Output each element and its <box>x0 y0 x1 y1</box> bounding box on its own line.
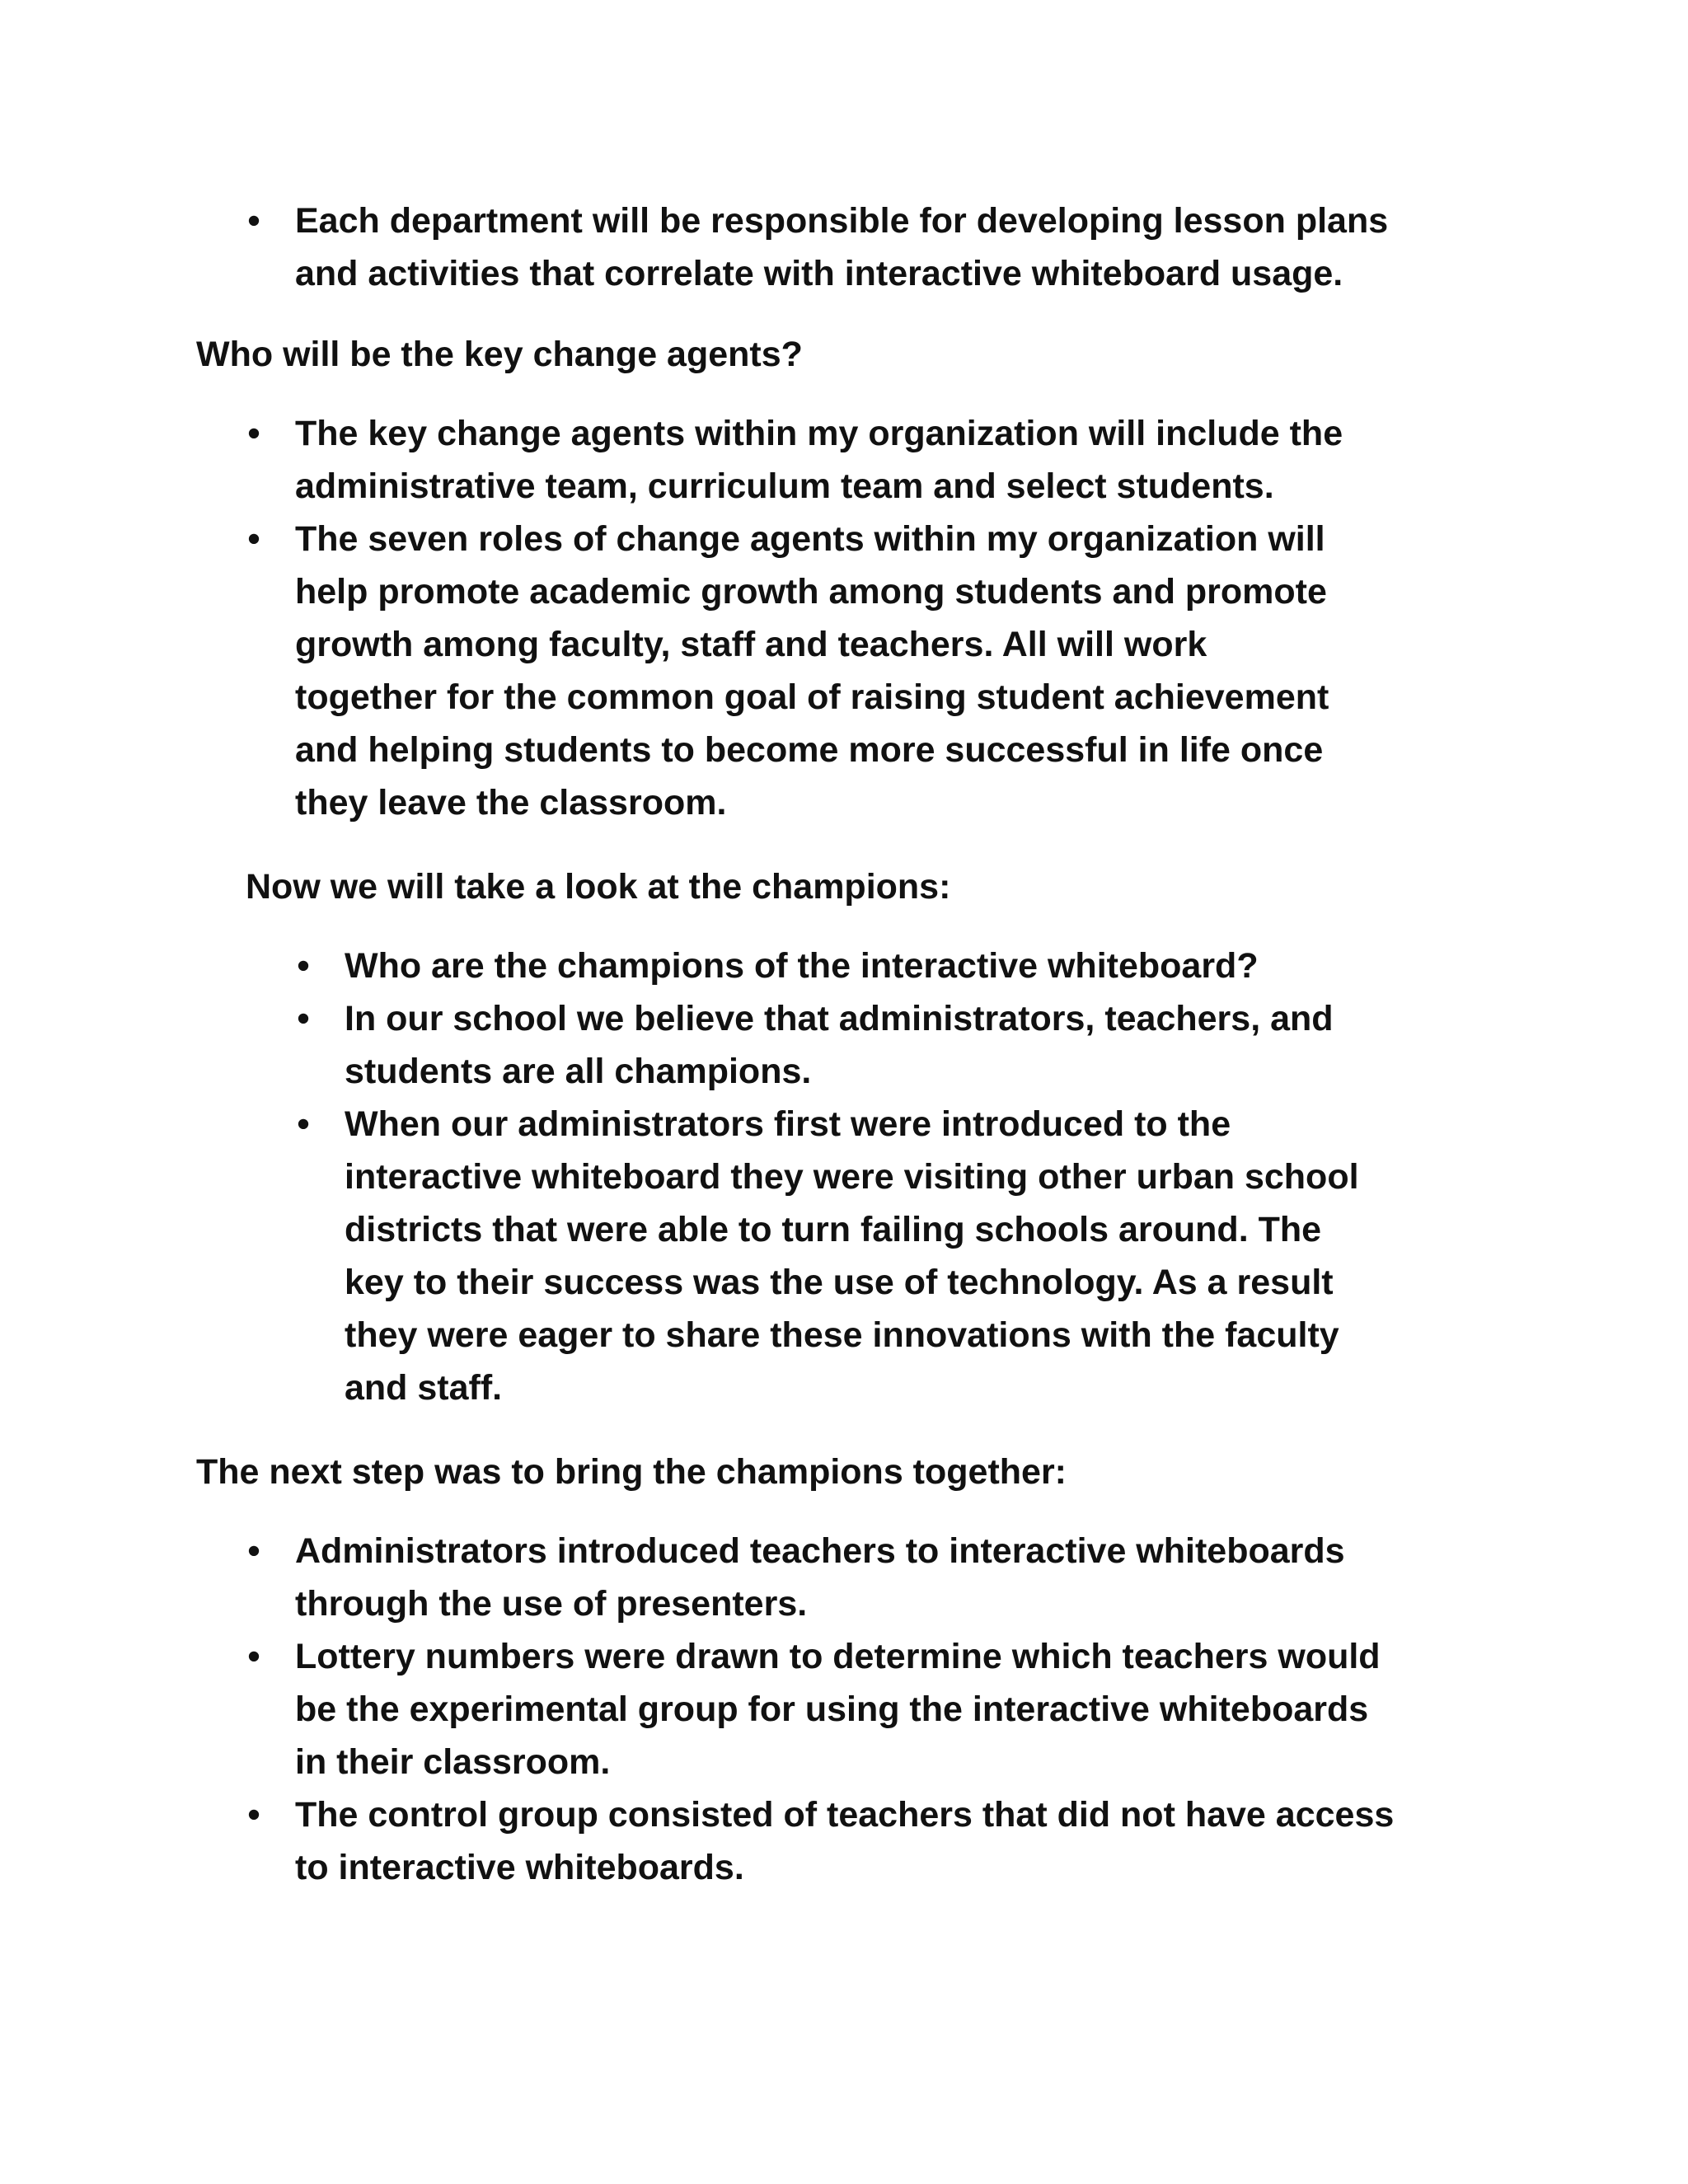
list-item-text-line: administrative team, curriculum team and select students. <box>295 466 1274 506</box>
list-item-text-line: in their classroom. <box>295 1742 611 1782</box>
list-item <box>247 1630 1394 1788</box>
list-item-text-line: interactive whiteboard they were visiting other urban school <box>345 1157 1359 1197</box>
bullet-list-lesson-plans <box>247 194 1389 300</box>
list-item-text-line: they were eager to share these innovations with the faculty <box>345 1315 1339 1355</box>
list-item-text-line: The seven roles of change agents within my organization will <box>295 519 1325 559</box>
list-item-text-line: The control group consisted of teachers that did not have access <box>295 1795 1395 1835</box>
bullet-icon: • <box>247 414 260 453</box>
list-item-text-line: be the experimental group for using the interactive whiteboards <box>295 1690 1369 1729</box>
bullet-list-experiment <box>247 1525 1395 1894</box>
bullet-icon: • <box>247 1795 260 1835</box>
list-item-text-line: together for the common goal of raising student achievement <box>295 677 1329 717</box>
bullet-icon: • <box>247 1637 260 1676</box>
list-item-text-line: and helping students to become more successful in life once <box>295 730 1324 770</box>
list-item-text-line: Lottery numbers were drawn to determine which teachers would <box>295 1637 1381 1676</box>
heading-key-change-agents: Who will be the key change agents? <box>196 335 803 374</box>
list-item-text-line: they leave the classroom. <box>295 783 727 823</box>
list-item-text-line: through the use of presenters. <box>295 1584 808 1624</box>
list-item <box>247 407 1343 513</box>
heading-bring-champions-together: The next step was to bring the champions together: <box>196 1452 1067 1492</box>
bullet-icon: • <box>297 946 310 986</box>
list-item <box>297 940 1359 992</box>
bullet-list-change-agents <box>247 407 1343 829</box>
bullet-icon: • <box>247 519 260 559</box>
list-item-text-line: Each department will be responsible for developing lesson plans <box>295 201 1389 241</box>
heading-champions: Now we will take a look at the champions: <box>246 867 951 907</box>
list-item-text-line: growth among faculty, staff and teachers. All will work <box>295 625 1207 664</box>
list-item <box>247 194 1389 300</box>
bullet-icon: • <box>247 1531 260 1571</box>
list-item-text-line: The key change agents within my organization will include the <box>295 414 1343 453</box>
list-item <box>297 992 1359 1098</box>
list-item-text-line: Who are the champions of the interactive whiteboard? <box>345 946 1259 986</box>
list-item <box>247 1788 1395 1894</box>
list-item-text-line: key to their success was the use of technology. As a result <box>345 1263 1334 1302</box>
list-item-text-line: In our school we believe that administrators, teachers, and <box>345 999 1334 1038</box>
bullet-icon: • <box>297 1104 310 1144</box>
list-item-text-line: students are all champions. <box>345 1052 812 1091</box>
bullet-list-champions <box>297 940 1359 1414</box>
bullet-icon: • <box>247 201 260 241</box>
list-item <box>247 513 1343 829</box>
list-item-text-line: districts that were able to turn failing schools around. The <box>345 1210 1322 1249</box>
list-item-text-line: and staff. <box>345 1368 503 1408</box>
bullet-icon: • <box>297 999 310 1038</box>
list-item <box>247 1525 1394 1630</box>
list-item <box>297 1098 1359 1414</box>
list-item-text-line: Administrators introduced teachers to interactive whiteboards <box>295 1531 1345 1571</box>
list-item-text-line: help promote academic growth among students and promote <box>295 572 1327 612</box>
list-item-text-line: When our administrators first were introduced to the <box>345 1104 1231 1144</box>
list-item-text-line: and activities that correlate with interactive whiteboard usage. <box>295 254 1343 293</box>
list-item-text-line: to interactive whiteboards. <box>295 1848 744 1887</box>
